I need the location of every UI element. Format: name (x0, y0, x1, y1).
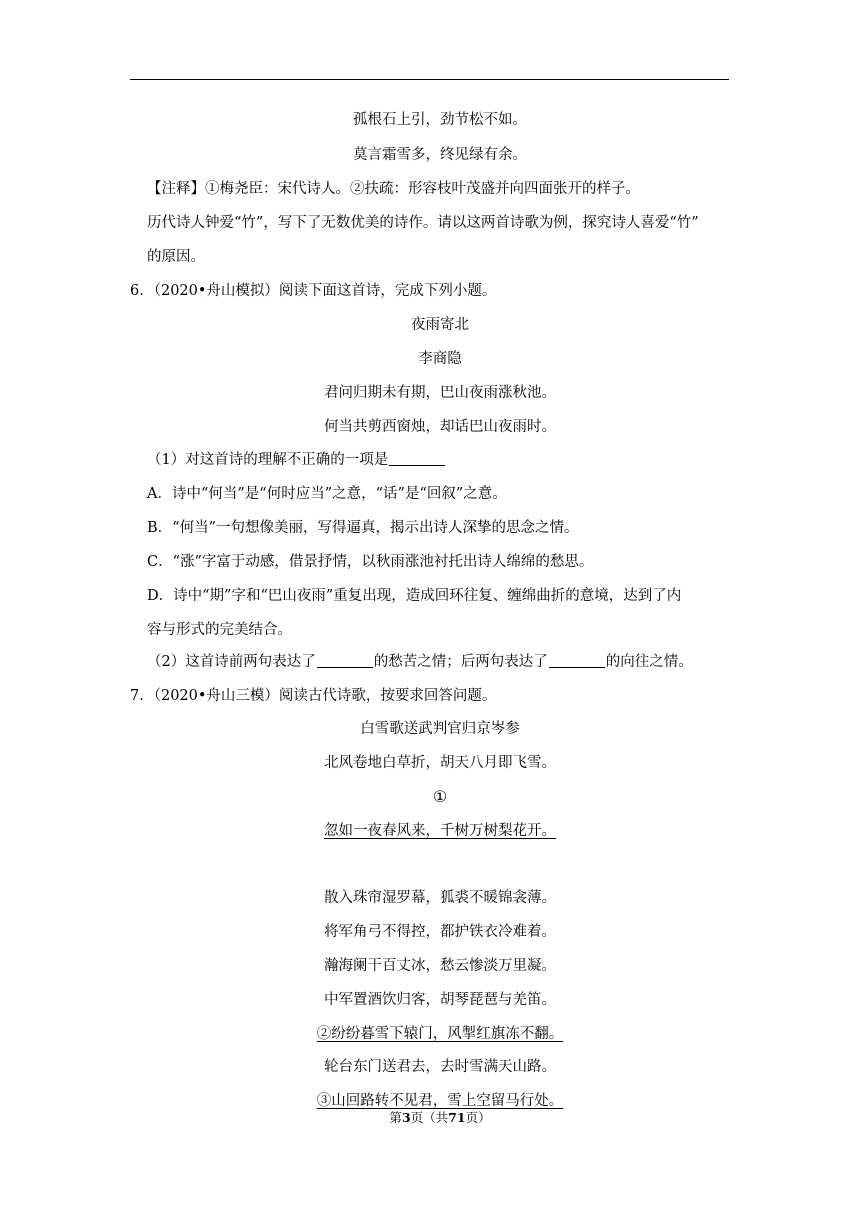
page-number: 3 (401, 1110, 411, 1125)
sub-question-1 (147, 450, 446, 470)
poem-title: 白雪歌送武判官归京岑参 (360, 721, 520, 737)
poem-line: 莫言霜雪多，终见绿有余。 (353, 147, 527, 163)
underlined-text: ③山回路转不见君，雪上空留马行处。 (316, 1093, 564, 1109)
sub-question-2 (147, 652, 693, 672)
poem-line: 轮台东门送君去，去时雪满天山路。 (324, 1059, 556, 1075)
question-prompt: 历代诗人钟爱“竹”，写下了无数优美的诗作。请以这两首诗歌为例，探究诗人喜爱“竹” (147, 215, 699, 231)
footer-middle: 页（共 (410, 1110, 449, 1125)
answer-blank[interactable] (317, 653, 373, 668)
question-6-header: 6．（2020•舟山模拟）阅读下面这首诗，完成下列小题。 (130, 283, 497, 299)
poem-line: 散入珠帘湿罗幕，狐裘不暖锦衾薄。 (324, 890, 556, 906)
poem-line: 将军角弓不得控，都护铁衣冷难着。 (324, 924, 556, 940)
sub-question-2-text: 的向往之情。 (605, 654, 693, 670)
option-b: B．“何当”一句想像美丽，写得逼真，揭示出诗人深挚的思念之情。 (147, 520, 579, 536)
underlined-text: ②纷纷暮雪下辕门，风掣红旗冻不翻。 (316, 1026, 564, 1042)
poem-line: 中军置酒饮归客，胡琴琵琶与羌笛。 (324, 992, 556, 1008)
answer-blank[interactable] (549, 653, 605, 668)
sub-question-2-text: （2）这首诗前两句表达了 (147, 654, 316, 670)
poem-line: 君问归期未有期，巴山夜雨涨秋池。 (324, 385, 556, 401)
poem-title: 夜雨寄北 (411, 317, 469, 333)
option-c: C．“涨”字富于动感，借景抒情，以秋雨涨池衬托出诗人绵绵的愁思。 (147, 554, 594, 570)
annotation-note: 【注释】①梅尧臣：宋代诗人。②扶疏：形容枝叶茂盛并向四面张开的样子。 (147, 181, 640, 197)
underlined-text: 忽如一夜春风来，千树万树梨花开。 (324, 823, 556, 839)
page-footer (130, 1110, 750, 1126)
poem-line: 北风卷地白草折，胡天八月即飞雪。 (324, 755, 556, 771)
poem-line-underlined (130, 1024, 750, 1044)
poem-author: 李商隐 (418, 351, 462, 367)
poem-line-underlined (130, 1091, 750, 1111)
option-d-cont: 容与形式的完美结合。 (147, 622, 292, 638)
poem-line: 孤根石上引，劲节松不如。 (353, 112, 527, 128)
question-prompt: 的原因。 (147, 249, 205, 265)
option-d: D．诗中“期”字和“巴山夜雨”重复出现，造成回环往复、缠绵曲折的意境，达到了内 (147, 588, 682, 604)
option-a: A．诗中“何当”是“何时应当”之意，“话”是“回叙”之意。 (147, 486, 507, 502)
poem-marker: ① (432, 787, 448, 806)
poem-line: 瀚海阑干百丈冰，愁云惨淡万里凝。 (324, 958, 556, 974)
question-7-header: 7．（2020•舟山三模）阅读古代诗歌，按要求回答问题。 (130, 688, 497, 704)
sub-question-2-text: 的愁苦之情；后两句表达了 (373, 654, 548, 670)
header-rule (130, 79, 729, 80)
answer-blank[interactable] (389, 451, 445, 466)
poem-line: 何当共剪西窗烛，却话巴山夜雨时。 (324, 419, 556, 435)
sub-question-1-text: （1）对这首诗的理解不正确的一项是 (147, 452, 389, 468)
poem-line-underlined (130, 821, 750, 841)
footer-suffix: 页） (465, 1110, 491, 1125)
total-pages: 71 (448, 1110, 466, 1125)
footer-prefix: 第 (389, 1110, 402, 1125)
